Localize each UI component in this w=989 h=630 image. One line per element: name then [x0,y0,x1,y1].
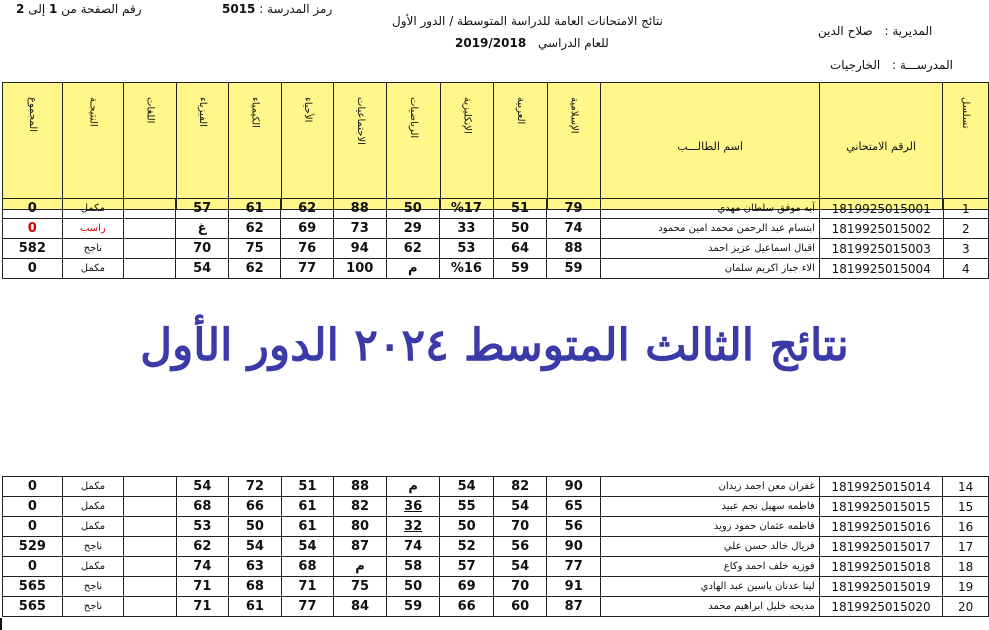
cell-seq: 15 [943,497,989,517]
cell-chemistry: 61 [229,597,282,617]
cell-arabic: 54 [493,557,547,577]
table-row [3,577,989,597]
cell-result: ناجح [62,597,124,617]
cell-languages [124,597,176,617]
results-table-bottom [2,476,989,617]
report-title: نتائج الامتحانات العامة للدراسة المتوسطة / الدور الأول [392,14,663,28]
cell-physics: 68 [176,497,229,517]
col-seq: تسلسل [943,83,989,210]
cell-math: 62 [386,239,440,259]
cell-islamic: 65 [547,497,601,517]
cell-physics: غ [176,219,229,239]
cell-languages [124,517,176,537]
cell-islamic: 90 [547,477,601,497]
cell-social: 84 [334,597,387,617]
cell-result: مكمل [62,477,124,497]
cell-english: 52 [440,537,494,557]
cell-total: 0 [3,259,63,279]
table-row [3,537,989,557]
cell-biology: 77 [281,597,334,617]
cell-result: ناجح [62,239,123,259]
cell-arabic: 50 [493,219,547,239]
cell-biology: 51 [281,477,334,497]
table-row [3,239,989,259]
cell-exam-no: 1819925015017 [819,537,943,557]
table-row [3,259,989,279]
cell-english: %17 [440,199,494,219]
col-arabic: العربية [494,83,548,210]
cell-chemistry: 62 [228,259,281,279]
cell-chemistry: 72 [229,477,282,497]
table-row [3,517,989,537]
cell-seq: 14 [943,477,989,497]
cell-result: مكمل [62,557,124,577]
cell-languages [124,477,176,497]
cell-physics: 71 [176,597,229,617]
cell-student-name: غفران معن احمد زيدان [601,477,820,497]
cell-result: مكمل [62,199,123,219]
cell-physics: 53 [176,517,229,537]
page-to-label: إلى [28,2,46,16]
cell-exam-no: 1819925015004 [819,259,943,279]
cell-student-name: آيه موفق سلطان مهدي [600,199,819,219]
cell-islamic: 59 [547,259,601,279]
cell-arabic: 64 [493,239,547,259]
cell-languages [124,537,176,557]
school-value: الخارجيات [830,58,881,72]
table-row [3,597,989,617]
cell-arabic: 70 [493,577,547,597]
cell-math: م [386,477,440,497]
cell-exam-no: 1819925015015 [819,497,943,517]
directorate [818,24,932,38]
cell-student-name: فاطمه سهيل نجم عبيد [601,497,820,517]
cell-total: 0 [3,557,63,577]
cell-total: 565 [3,597,63,617]
cell-arabic: 60 [493,597,547,617]
cell-result: ناجح [62,537,124,557]
cell-social: 100 [333,259,386,279]
cell-arabic: 56 [493,537,547,557]
cell-total: 0 [3,219,63,239]
cell-math: م [386,259,440,279]
cell-exam-no: 1819925015019 [819,577,943,597]
cell-physics: 54 [176,477,229,497]
cell-student-name: اقبال اسماعيل عزيز احمد [600,239,819,259]
table-row [3,219,989,239]
cell-chemistry: 50 [229,517,282,537]
cell-social: م [334,557,387,577]
cell-total: 565 [3,577,63,597]
cell-total: 529 [3,537,63,557]
cell-student-name: فوزيه خلف احمد وكاع [601,557,820,577]
cell-total: 0 [3,517,63,537]
cell-seq: 20 [943,597,989,617]
table-row [3,477,989,497]
cell-physics: 54 [176,259,229,279]
cell-seq: 19 [943,577,989,597]
cell-languages [124,239,176,259]
cell-social: 94 [333,239,386,259]
cell-student-name: فاطمه عثمان حمود زويد [601,517,820,537]
cell-english: 57 [440,557,494,577]
cell-math: 36 [386,497,440,517]
cell-biology: 62 [281,199,334,219]
cell-social: 73 [333,219,386,239]
cell-chemistry: 54 [229,537,282,557]
table-row [3,557,989,577]
cell-english: 53 [440,239,494,259]
column-header-table [2,82,989,210]
cell-seq: 4 [943,259,988,279]
school-label: المدرســـة : [892,58,953,72]
page-label: رقم الصفحة من [61,2,142,16]
cell-arabic: 51 [493,199,547,219]
cell-biology: 76 [281,239,334,259]
col-physics: الفيزياء [176,83,229,210]
col-english: الإنكليزية [440,83,494,210]
cell-english: 55 [440,497,494,517]
cell-result: راسب [62,219,123,239]
page-edge-mark [0,618,2,630]
cell-arabic: 82 [493,477,547,497]
cell-exam-no: 1819925015001 [819,199,943,219]
cell-islamic: 91 [547,577,601,597]
cell-islamic: 77 [547,557,601,577]
directorate-label: المديرية : [884,24,933,38]
cell-chemistry: 63 [229,557,282,577]
year-label: للعام الدراسي [538,36,609,50]
cell-english: %16 [440,259,494,279]
cell-chemistry: 61 [228,199,281,219]
cell-student-name: مديحه خليل ابراهيم محمد [601,597,820,617]
banner-title: نتائج الثالث المتوسط ٢٠٢٤ الدور الأول [140,320,849,371]
cell-seq: 16 [943,517,989,537]
cell-chemistry: 68 [229,577,282,597]
cell-student-name: لينا عدنان ياسين عبد الهادي [601,577,820,597]
col-math: الرياضيات [387,83,441,210]
col-result: النتيجـة [62,83,124,210]
cell-physics: 71 [176,577,229,597]
cell-seq: 3 [943,239,988,259]
cell-result: مكمل [62,517,124,537]
cell-math: 58 [386,557,440,577]
cell-english: 66 [440,597,494,617]
cell-total: 0 [3,477,63,497]
cell-physics: 62 [176,537,229,557]
cell-biology: 71 [281,577,334,597]
cell-languages [124,577,176,597]
cell-islamic: 74 [547,219,601,239]
page-from: 1 [49,2,58,16]
cell-social: 80 [334,517,387,537]
cell-english: 50 [440,517,494,537]
cell-physics: 74 [176,557,229,577]
cell-physics: 57 [176,199,229,219]
cell-exam-no: 1819925015014 [819,477,943,497]
table-row [3,199,989,219]
cell-seq: 1 [943,199,988,219]
cell-biology: 68 [281,557,334,577]
col-exam-no: الرقم الامتحاني [819,83,942,210]
cell-exam-no: 1819925015003 [819,239,943,259]
cell-seq: 2 [943,219,988,239]
cell-biology: 77 [281,259,334,279]
cell-total: 0 [3,199,63,219]
cell-social: 88 [333,199,386,219]
cell-exam-no: 1819925015016 [819,517,943,537]
cell-social: 88 [334,477,387,497]
cell-arabic: 54 [493,497,547,517]
cell-math: 50 [386,577,440,597]
academic-year [455,36,609,50]
page-to: 2 [16,2,25,16]
year-value: 2019/2018 [455,36,527,50]
cell-english: 69 [440,577,494,597]
col-islamic: الإسلامية [547,83,601,210]
cell-islamic: 87 [547,597,601,617]
cell-exam-no: 1819925015002 [819,219,943,239]
cell-chemistry: 62 [228,219,281,239]
cell-seq: 18 [943,557,989,577]
school-name [830,58,953,72]
cell-math: 59 [386,597,440,617]
cell-islamic: 79 [547,199,601,219]
col-biology: الأحياء [281,83,334,210]
page-number [16,2,142,16]
directorate-value: صلاح الدين [818,24,873,38]
cell-arabic: 59 [493,259,547,279]
table-row [3,497,989,517]
cell-social: 82 [334,497,387,517]
cell-result: ناجح [62,577,124,597]
cell-biology: 61 [281,517,334,537]
col-chemistry: الكيمياء [229,83,282,210]
cell-languages [124,199,176,219]
school-code-value: 5015 [222,2,256,16]
cell-student-name: ابتسام عبد الرحمن محمد امين محمود [600,219,819,239]
cell-social: 75 [334,577,387,597]
cell-math: 32 [386,517,440,537]
cell-chemistry: 66 [229,497,282,517]
col-social: الاجتماعيات [334,83,387,210]
cell-languages [124,259,176,279]
cell-islamic: 90 [547,537,601,557]
cell-english: 54 [440,477,494,497]
cell-exam-no: 1819925015018 [819,557,943,577]
cell-exam-no: 1819925015020 [819,597,943,617]
school-code [222,2,332,16]
cell-chemistry: 75 [228,239,281,259]
cell-social: 87 [334,537,387,557]
cell-physics: 70 [176,239,229,259]
cell-biology: 69 [281,219,334,239]
cell-islamic: 56 [547,517,601,537]
cell-biology: 54 [281,537,334,557]
cell-seq: 17 [943,537,989,557]
cell-languages [124,219,176,239]
cell-student-name: الاء جبار اكريم سلمان [600,259,819,279]
cell-student-name: فريال خالد حسن علي [601,537,820,557]
col-student-name: اسم الطالـــب [601,83,819,210]
cell-math: 50 [386,199,440,219]
cell-languages [124,497,176,517]
cell-result: مكمل [62,259,123,279]
school-code-label: رمز المدرسة : [259,2,333,16]
col-languages: اللغات [124,83,177,210]
cell-languages [124,557,176,577]
cell-math: 74 [386,537,440,557]
cell-total: 0 [3,497,63,517]
col-total: المجموع [3,83,63,210]
cell-math: 29 [386,219,440,239]
cell-arabic: 70 [493,517,547,537]
cell-total: 582 [3,239,63,259]
cell-biology: 61 [281,497,334,517]
results-table-top [2,198,989,279]
cell-islamic: 88 [547,239,601,259]
cell-result: مكمل [62,497,124,517]
cell-english: 33 [440,219,494,239]
